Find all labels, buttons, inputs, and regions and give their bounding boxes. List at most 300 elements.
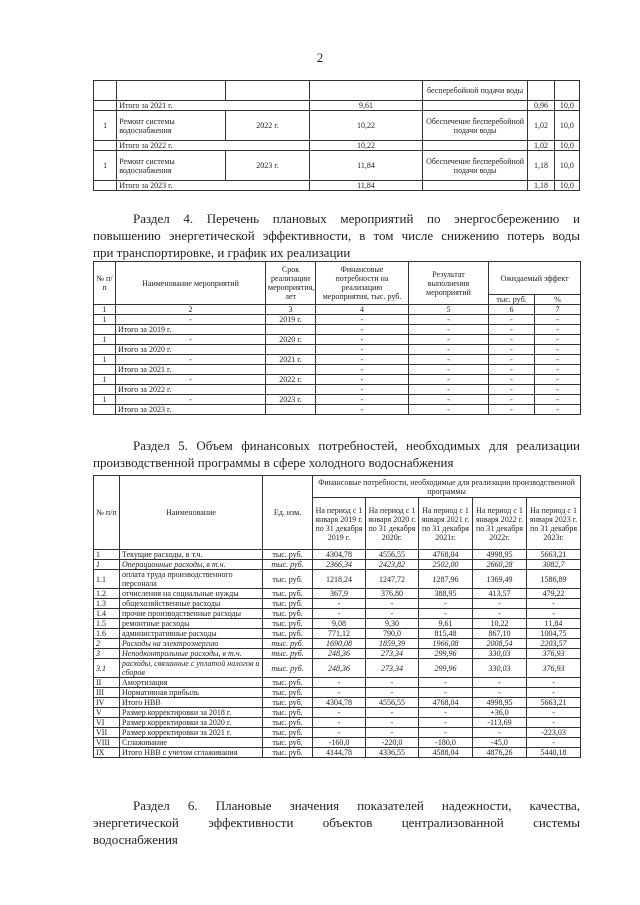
cell-value: 4876,26 <box>473 748 527 758</box>
cell-index: 6 <box>489 305 535 315</box>
cell-value: - <box>527 718 581 728</box>
cell-num: 1 <box>94 111 117 141</box>
cell-result: - <box>409 375 489 385</box>
cell-rub: - <box>489 345 535 355</box>
cell-term: 2023 г. <box>266 395 316 405</box>
cell-pct: - <box>535 405 581 415</box>
cell-num: IX <box>94 748 120 758</box>
cell-num: 1.5 <box>94 619 120 629</box>
cell-name: Расходы на электроэнергию <box>120 639 263 649</box>
cell-value: 9,61 <box>419 619 473 629</box>
cell-name: Сглаживание <box>120 738 263 748</box>
cell-value: 1586,89 <box>527 570 581 589</box>
cell-num <box>94 385 116 395</box>
cell-unit: тыс. руб. <box>263 728 313 738</box>
table-row <box>94 101 580 111</box>
cell-term: 2022 г. <box>266 375 316 385</box>
section6-title: Раздел 6. Плановые значения показателей надежности, качества, <box>133 798 580 813</box>
cell-term: 2021 г. <box>266 355 316 365</box>
cell-unit: тыс. руб. <box>263 619 313 629</box>
section5-title: Раздел 5. Объем финансовых потребностей, необходимых для реализации <box>133 438 580 453</box>
cell-empty <box>554 81 579 101</box>
cell-unit: тыс. руб. <box>263 570 313 589</box>
cell-result: - <box>409 325 489 335</box>
cell-name: - <box>116 395 266 405</box>
cell-value: 4998,95 <box>473 698 527 708</box>
cell-name: - <box>116 335 266 345</box>
table-row <box>94 639 581 649</box>
cell-total-label: Итого за 2021 г. <box>117 101 310 111</box>
cell-num: 1.6 <box>94 629 120 639</box>
cell-name: Итого за 2020 г. <box>116 345 266 355</box>
cell-unit: тыс. руб. <box>263 659 313 678</box>
cell-value: 9,08 <box>313 619 366 629</box>
cell-value: 5663,21 <box>527 698 581 708</box>
cell-num: VIII <box>94 738 120 748</box>
cell-empty <box>528 81 554 101</box>
cell-value: 2502,00 <box>419 560 473 570</box>
cell-value: 4588,04 <box>419 748 473 758</box>
cell-result: - <box>409 405 489 415</box>
cell-unit: тыс. руб. <box>263 649 313 659</box>
cell-value: 367,9 <box>313 589 366 599</box>
cell-value: 299,96 <box>419 659 473 678</box>
cell-value: 4768,04 <box>419 698 473 708</box>
table-row <box>94 738 581 748</box>
cell-result: - <box>409 385 489 395</box>
cell-rub: - <box>489 365 535 375</box>
cell-index: 5 <box>409 305 489 315</box>
table-row <box>94 748 581 758</box>
measures-table <box>93 261 581 415</box>
cell-value: - <box>366 678 419 688</box>
cell-value: 10,22 <box>473 619 527 629</box>
cell-num: 1.4 <box>94 609 120 619</box>
cell-value: 9,30 <box>366 619 419 629</box>
cell-amount: 11,84 <box>310 181 423 191</box>
section4-title: Раздел 4. Перечень плановых мероприятий по энергосбережению и <box>133 211 580 226</box>
cell-value: 248,36 <box>313 649 366 659</box>
cell-result: - <box>409 355 489 365</box>
cell-unit: тыс. руб. <box>263 589 313 599</box>
cell-unit: тыс. руб. <box>263 560 313 570</box>
cell-value: 5663,21 <box>527 550 581 560</box>
cell-num: 3 <box>94 649 120 659</box>
cell-value: 1,18 <box>528 151 554 181</box>
col-unit: Ед. изм. <box>263 476 313 550</box>
cell-num <box>94 345 116 355</box>
cell-unit: тыс. руб. <box>263 748 313 758</box>
cell-value: - <box>366 609 419 619</box>
cell-value: - <box>313 708 366 718</box>
cell-value: - <box>419 609 473 619</box>
cell-pct: - <box>535 315 581 325</box>
cell-value: -180,0 <box>419 738 473 748</box>
table-row <box>94 728 581 738</box>
cell-value: 479,22 <box>527 589 581 599</box>
cell-value: -45,0 <box>473 738 527 748</box>
cell-name: отчисления на социальные нужды <box>120 589 263 599</box>
cell-value: 11,84 <box>527 619 581 629</box>
cell-unit: тыс. руб. <box>263 718 313 728</box>
cell-unit: тыс. руб. <box>263 550 313 560</box>
cell-value: - <box>473 678 527 688</box>
cell-empty <box>422 181 527 191</box>
cell-num: 1 <box>94 395 116 405</box>
cell-name: Ремонт системы водоснабжения <box>117 111 226 141</box>
cell-name: Итого НВВ с учетом сглаживания <box>120 748 263 758</box>
cell-value: - <box>473 599 527 609</box>
cell-value: 10,0 <box>554 151 579 181</box>
col-name: Наименование <box>120 476 263 550</box>
cell-value: 1,02 <box>528 111 554 141</box>
table-row <box>94 589 581 599</box>
cell-num: 3.1 <box>94 659 120 678</box>
cell-year: 2023 г. <box>225 151 309 181</box>
cell-value: - <box>366 688 419 698</box>
cell-finance: - <box>316 335 409 345</box>
continuation-table <box>93 80 580 191</box>
table-row <box>94 141 580 151</box>
cell-year: 2022 г. <box>225 111 309 141</box>
cell-name: Итого за 2023 г. <box>116 405 266 415</box>
cell-value: 790,0 <box>366 629 419 639</box>
table-row <box>94 375 581 385</box>
col-result: Результат выполнения мероприятий <box>409 262 489 305</box>
cell-name: Размер корректировки за 2018 г. <box>120 708 263 718</box>
cell-num: IV <box>94 698 120 708</box>
table-row <box>94 181 580 191</box>
cell-name: ремонтные расходы <box>120 619 263 629</box>
cell-finance: - <box>316 355 409 365</box>
cell-finance: - <box>316 325 409 335</box>
cell-value: - <box>419 708 473 718</box>
cell-empty <box>94 181 117 191</box>
cell-name: Нормативная прибыль <box>120 688 263 698</box>
table-row <box>94 355 581 365</box>
cell-num: VII <box>94 728 120 738</box>
cell-finance: - <box>316 375 409 385</box>
cell-num: III <box>94 688 120 698</box>
cell-name: Размер корректировки за 2021 г. <box>120 728 263 738</box>
col-name: Наименование мероприятий <box>116 262 266 305</box>
table-row <box>94 560 581 570</box>
cell-rub: - <box>489 325 535 335</box>
cell-term <box>266 325 316 335</box>
cell-rub: - <box>489 335 535 345</box>
table-row <box>94 688 581 698</box>
cell-result: - <box>409 345 489 355</box>
col-period: На период с 1 января 2022 г. по 31 декабря 2022г. <box>473 498 527 550</box>
cell-name: общехозяйственные расходы <box>120 599 263 609</box>
cell-amount: 9,61 <box>310 101 423 111</box>
table-row <box>94 550 581 560</box>
cell-empty <box>225 81 309 101</box>
section5-title-line2: производственной программы в сфере холодного водоснабжения <box>93 455 454 470</box>
cell-effect: бесперебойной подачи воды <box>422 81 527 101</box>
cell-value: - <box>419 728 473 738</box>
cell-value: 10,0 <box>554 181 579 191</box>
cell-value: 376,93 <box>527 649 581 659</box>
cell-value: 4556,55 <box>366 550 419 560</box>
cell-total-label: Итого за 2023 г. <box>117 181 310 191</box>
cell-value: - <box>313 609 366 619</box>
cell-unit: тыс. руб. <box>263 698 313 708</box>
cell-value: 4304,78 <box>313 550 366 560</box>
cell-num: 1 <box>94 151 117 181</box>
cell-name: прочие производственные расходы <box>120 609 263 619</box>
cell-name: расходы, связанные с уплатой налогов и сборов <box>120 659 263 678</box>
cell-name: - <box>116 315 266 325</box>
cell-value: 4336,55 <box>366 748 419 758</box>
cell-index: 4 <box>316 305 409 315</box>
cell-term: 2019 г. <box>266 315 316 325</box>
cell-value: -223,03 <box>527 728 581 738</box>
cell-result: - <box>409 315 489 325</box>
cell-index: 3 <box>266 305 316 315</box>
cell-name: - <box>116 375 266 385</box>
cell-num: 1 <box>94 335 116 345</box>
cell-value: - <box>419 718 473 728</box>
table-row <box>94 315 581 325</box>
col-period: На период с 1 января 2023 г. по 31 декабря 2023г. <box>527 498 581 550</box>
cell-rub: - <box>489 355 535 365</box>
cell-value: 10,0 <box>554 141 579 151</box>
cell-term: 2020 г. <box>266 335 316 345</box>
cell-num: V <box>94 708 120 718</box>
cell-rub: - <box>489 375 535 385</box>
cell-unit: тыс. руб. <box>263 639 313 649</box>
section6-title-line3: водоснабжения <box>93 832 178 847</box>
cell-result: - <box>409 395 489 405</box>
cell-finance: - <box>316 315 409 325</box>
cell-value: - <box>527 738 581 748</box>
col-term: Срок реализации мероприятия, лет <box>266 262 316 305</box>
col-num: № п/п <box>94 476 120 550</box>
cell-value: - <box>366 718 419 728</box>
cell-value: - <box>366 599 419 609</box>
cell-value: - <box>419 688 473 698</box>
cell-unit: тыс. руб. <box>263 678 313 688</box>
cell-unit: тыс. руб. <box>263 708 313 718</box>
cell-term <box>266 385 316 395</box>
cell-value: - <box>313 688 366 698</box>
col-period: На период с 1 января 2019 г. по 31 декабря 2019 г. <box>313 498 366 550</box>
cell-value: - <box>527 688 581 698</box>
cell-num: 1.1 <box>94 570 120 589</box>
cell-value: - <box>527 609 581 619</box>
cell-value: 330,03 <box>473 659 527 678</box>
cell-empty <box>310 81 423 101</box>
cell-value: 771,12 <box>313 629 366 639</box>
cell-empty <box>422 141 527 151</box>
cell-value: 330,03 <box>473 649 527 659</box>
table-row <box>94 325 581 335</box>
cell-finance: - <box>316 405 409 415</box>
cell-value: - <box>313 599 366 609</box>
table-row <box>94 619 581 629</box>
cell-value: 3082,7 <box>527 560 581 570</box>
col-period: На период с 1 января 2020 г. по 31 декабря 2020г. <box>366 498 419 550</box>
cell-rub: - <box>489 385 535 395</box>
cell-pct: - <box>535 365 581 375</box>
cell-value: 4768,04 <box>419 550 473 560</box>
cell-value: - <box>473 609 527 619</box>
cell-value: 376,93 <box>527 659 581 678</box>
table-row <box>94 649 581 659</box>
cell-unit: тыс. руб. <box>263 599 313 609</box>
cell-name: Неподконтрольные расходы, в т.ч. <box>120 649 263 659</box>
cell-rub: - <box>489 405 535 415</box>
page-number: 2 <box>316 50 324 65</box>
cell-value: 413,57 <box>473 589 527 599</box>
table-row <box>94 81 580 101</box>
cell-empty <box>94 141 117 151</box>
cell-pct: - <box>535 395 581 405</box>
cell-name: Итого НВВ <box>120 698 263 708</box>
cell-pct: - <box>535 335 581 345</box>
cell-index: 1 <box>94 305 116 315</box>
col-group: Финансовые потребности, необходимые для реализации производственной программы <box>313 476 581 498</box>
cell-term <box>266 345 316 355</box>
table-row <box>94 599 581 609</box>
cell-value: - <box>419 678 473 688</box>
cell-index: 2 <box>116 305 266 315</box>
cell-name: Текущие расходы, в т.ч. <box>120 550 263 560</box>
cell-value: 376,80 <box>366 589 419 599</box>
cell-rub: - <box>489 315 535 325</box>
cell-pct: - <box>535 385 581 395</box>
cell-value: 1287,96 <box>419 570 473 589</box>
cell-empty <box>94 101 117 111</box>
cell-value: 4556,55 <box>366 698 419 708</box>
cell-finance: - <box>316 385 409 395</box>
cell-unit: тыс. руб. <box>263 688 313 698</box>
cell-value: -113,69 <box>473 718 527 728</box>
table-row <box>94 345 581 355</box>
cell-value: 2366,34 <box>313 560 366 570</box>
table-row <box>94 570 581 589</box>
col-period: На период с 1 января 2021 г. по 31 декабря 2021г. <box>419 498 473 550</box>
cell-value: 1690,08 <box>313 639 366 649</box>
col-effect-pct: % <box>535 295 581 305</box>
cell-value: 815,48 <box>419 629 473 639</box>
cell-unit: тыс. руб. <box>263 629 313 639</box>
cell-value: 2423,82 <box>366 560 419 570</box>
cell-name: Размер корректировки за 2020 г. <box>120 718 263 728</box>
cell-value: 2203,57 <box>527 639 581 649</box>
cell-value: 10,0 <box>554 101 579 111</box>
cell-value: - <box>366 728 419 738</box>
cell-num: 1.2 <box>94 589 120 599</box>
cell-finance: - <box>316 395 409 405</box>
cell-num: 1 <box>94 375 116 385</box>
cell-value: 4144,78 <box>313 748 366 758</box>
cell-empty <box>117 81 226 101</box>
cell-term <box>266 405 316 415</box>
cell-value: +36,0 <box>473 708 527 718</box>
cell-value: 1,18 <box>528 181 554 191</box>
cell-result: - <box>409 335 489 345</box>
cell-num: VI <box>94 718 120 728</box>
cell-value: 867,10 <box>473 629 527 639</box>
cell-name: - <box>116 355 266 365</box>
cell-value: 10,0 <box>554 111 579 141</box>
cell-amount: 10,22 <box>310 111 423 141</box>
cell-name: Операционные расходы, в т.ч. <box>120 560 263 570</box>
col-num: № п/п <box>94 262 116 305</box>
cell-result: - <box>409 365 489 375</box>
cell-name: административные расходы <box>120 629 263 639</box>
table-row <box>94 385 581 395</box>
cell-term <box>266 365 316 375</box>
cell-pct: - <box>535 345 581 355</box>
cell-total-label: Итого за 2022 г. <box>117 141 310 151</box>
table-row <box>94 708 581 718</box>
section4-title-line2: повышению энергетической эффективности, в том числе снижению потерь воды <box>93 228 580 243</box>
cell-value: 1,02 <box>528 141 554 151</box>
cell-num: 2 <box>94 639 120 649</box>
cell-unit: тыс. руб. <box>263 609 313 619</box>
cell-value: 4304,78 <box>313 698 366 708</box>
cell-num: 1.3 <box>94 599 120 609</box>
table-row <box>94 678 581 688</box>
section4-title-line3: при транспортировке, и график их реализации <box>93 245 351 260</box>
finance-table <box>93 475 581 758</box>
cell-value: 0,96 <box>528 101 554 111</box>
cell-value: -160,0 <box>313 738 366 748</box>
table-row <box>94 609 581 619</box>
cell-num: 1 <box>94 315 116 325</box>
cell-value: - <box>527 708 581 718</box>
table-row <box>94 698 581 708</box>
cell-amount: 10,22 <box>310 141 423 151</box>
table-row <box>94 405 581 415</box>
cell-name: Итого за 2021 г. <box>116 365 266 375</box>
cell-value: 1004,75 <box>527 629 581 639</box>
col-effect: Ожидаемый эффект <box>489 262 581 295</box>
cell-empty <box>422 101 527 111</box>
cell-pct: - <box>535 355 581 365</box>
cell-index: 7 <box>535 305 581 315</box>
cell-effect: Обеспечение бесперебойной подачи воды <box>422 151 527 181</box>
cell-pct: - <box>535 325 581 335</box>
cell-name: Амортизация <box>120 678 263 688</box>
cell-value: - <box>473 728 527 738</box>
cell-value: 2660,28 <box>473 560 527 570</box>
cell-finance: - <box>316 345 409 355</box>
cell-value: 388,95 <box>419 589 473 599</box>
cell-value: -220,0 <box>366 738 419 748</box>
cell-value: - <box>527 599 581 609</box>
cell-name: Ремонт системы водоснабжения <box>117 151 226 181</box>
cell-finance: - <box>316 365 409 375</box>
cell-unit: тыс. руб. <box>263 738 313 748</box>
table-row <box>94 365 581 375</box>
table-row <box>94 335 581 345</box>
cell-name: оплата труда производственного персонала <box>120 570 263 589</box>
cell-num <box>94 365 116 375</box>
cell-value: - <box>313 728 366 738</box>
cell-empty <box>94 81 117 101</box>
cell-num: II <box>94 678 120 688</box>
cell-name: Итого за 2022 г. <box>116 385 266 395</box>
table-row <box>94 111 580 141</box>
cell-num: 1 <box>94 355 116 365</box>
cell-num <box>94 405 116 415</box>
cell-value: 248,36 <box>313 659 366 678</box>
cell-name: Итого за 2019 г. <box>116 325 266 335</box>
